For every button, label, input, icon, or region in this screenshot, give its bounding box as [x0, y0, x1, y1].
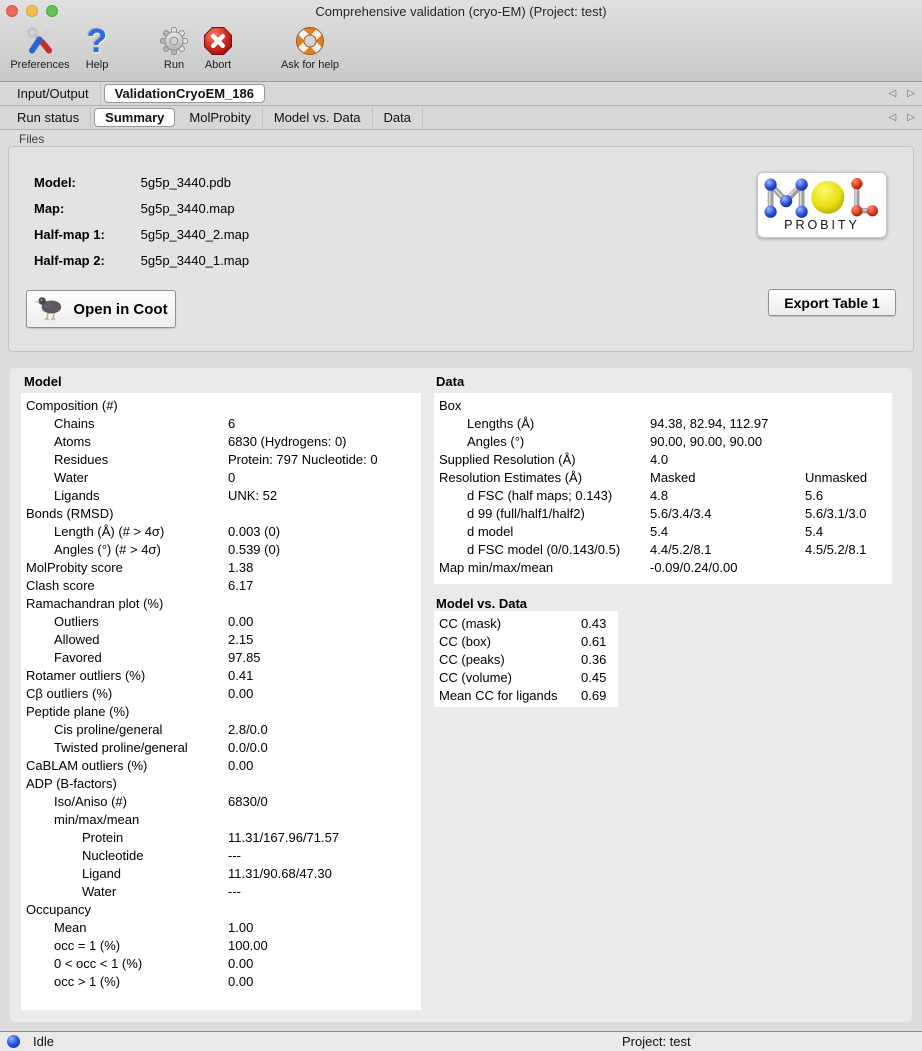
row-label: Nucleotide: [82, 848, 144, 863]
export-table-1-button[interactable]: [768, 289, 896, 316]
table-row: [434, 415, 892, 433]
row-value-masked: 90.00, 90.00, 90.00: [650, 434, 763, 449]
file-row: [34, 196, 249, 222]
molprobity-logo-graphic: [758, 173, 886, 237]
export-table-1-label: Export Table 1: [784, 294, 880, 311]
table-row: [21, 649, 421, 667]
row-label: Atoms: [54, 434, 91, 449]
row-value: UNK: 52: [228, 488, 278, 503]
row-label: Angles (°): [467, 434, 525, 449]
run-button[interactable]: [152, 23, 196, 71]
table-row: [21, 433, 421, 451]
row-label: CaBLAM outliers (%): [26, 758, 148, 773]
table-row: [21, 739, 421, 757]
row-value-masked: Masked: [650, 470, 696, 485]
table-row: [434, 505, 892, 523]
file-row-label: Half-map 1:: [34, 227, 105, 242]
abort-button[interactable]: [196, 23, 240, 71]
row-label: Length (Å) (# > 4σ): [54, 524, 165, 539]
row-value: 0.45: [581, 670, 607, 685]
row-value: 1.38: [228, 560, 254, 575]
table-row: [21, 793, 421, 811]
table-row: [21, 397, 421, 415]
row-label: Favored: [54, 650, 102, 665]
file-row-value: 5g5p_3440_1.map: [140, 253, 250, 268]
row-value-unmasked: Unmasked: [805, 470, 868, 485]
row-value: 0.36: [581, 652, 607, 667]
tab-item[interactable]: Input/Output: [6, 82, 101, 105]
open-in-coot-label: Open in Coot: [73, 300, 168, 318]
help-button[interactable]: [78, 23, 116, 71]
table-row: [21, 415, 421, 433]
row-label: Rotamer outliers (%): [26, 668, 146, 683]
row-value: Protein: 797 Nucleotide: 0: [228, 452, 378, 467]
table-row: [21, 847, 421, 865]
table-row: [434, 633, 618, 651]
tab-scroll-right-icon[interactable]: ▷: [907, 112, 915, 123]
table-row: [21, 469, 421, 487]
table-row: [21, 829, 421, 847]
file-row-value: 5g5p_3440.pdb: [140, 175, 231, 190]
row-label: Twisted proline/general: [54, 740, 188, 755]
row-value: 2.15: [228, 632, 254, 647]
primary-tab-bar: [0, 82, 922, 106]
table-row: [434, 559, 892, 577]
row-label: CC (volume): [439, 670, 512, 685]
table-row: [21, 865, 421, 883]
table-row: [21, 541, 421, 559]
row-label: CC (peaks): [439, 652, 505, 667]
file-row: [34, 222, 249, 248]
row-label: d FSC (half maps; 0.143): [467, 488, 613, 503]
row-value: 6830 (Hydrogens: 0): [228, 434, 347, 449]
row-label: Residues: [54, 452, 109, 467]
row-label: Chains: [54, 416, 95, 431]
row-label: Bonds (RMSD): [26, 506, 114, 521]
row-label: Box: [439, 398, 462, 413]
row-label: Ligand: [82, 866, 122, 881]
row-value: 0.0/0.0: [228, 740, 268, 755]
row-label: Protein: [82, 830, 124, 845]
table-row: [21, 631, 421, 649]
row-label: Water: [82, 884, 117, 899]
table-row: [21, 451, 421, 469]
row-value-masked: 94.38, 82.94, 112.97: [650, 416, 769, 431]
row-label: Supplied Resolution (Å): [439, 452, 576, 467]
row-label: Cis proline/general: [54, 722, 163, 737]
row-label: occ = 1 (%): [54, 938, 121, 953]
row-value-unmasked: 5.6: [805, 488, 824, 503]
table-row: [434, 651, 618, 669]
row-label: d model: [467, 524, 514, 539]
secondary-tab-bar: [0, 106, 922, 130]
model-metrics-list: [21, 393, 421, 1010]
table-row: [434, 523, 892, 541]
row-label: Angles (°) (# > 4σ): [54, 542, 161, 557]
model-vs-data-metrics-list: [434, 611, 618, 707]
model-vs-data-section-title: Model vs. Data: [436, 596, 528, 611]
row-value: 6: [228, 416, 236, 431]
row-label: Mean: [54, 920, 87, 935]
row-label: Iso/Aniso (#): [54, 794, 127, 809]
row-value: 97.85: [228, 650, 261, 665]
row-label: Map min/max/mean: [439, 560, 554, 575]
row-label: CC (box): [439, 634, 492, 649]
file-row-value: 5g5p_3440.map: [140, 201, 235, 216]
row-label: ADP (B-factors): [26, 776, 117, 791]
table-row: [434, 487, 892, 505]
tab-scroll-right-icon[interactable]: ▷: [907, 88, 915, 99]
table-row: [21, 883, 421, 901]
row-value-masked: 5.4: [650, 524, 669, 539]
row-value-masked: 5.6/3.4/3.4: [650, 506, 712, 521]
table-row: [21, 955, 421, 973]
row-label: d 99 (full/half1/half2): [467, 506, 585, 521]
row-value: 0.61: [581, 634, 607, 649]
abort-stop-icon: [196, 23, 240, 58]
table-row: [21, 703, 421, 721]
abort-label: Abort: [204, 59, 232, 71]
row-value-unmasked: 4.5/5.2/8.1: [805, 542, 867, 557]
window-title: Comprehensive validation (cryo-EM) (Project: test): [315, 4, 607, 19]
row-label: Allowed: [54, 632, 100, 647]
row-value: ---: [228, 884, 241, 899]
row-label: min/max/mean: [54, 812, 140, 827]
data-metrics-list: [434, 393, 892, 584]
lifebuoy-icon: [268, 23, 352, 58]
table-row: [21, 595, 421, 613]
tab-item[interactable]: Run status: [6, 106, 91, 129]
row-value: 100.00: [228, 938, 268, 953]
row-value: 6830/0: [228, 794, 268, 809]
row-value-masked: 4.8: [650, 488, 669, 503]
row-value: 11.31/90.68/47.30: [228, 866, 332, 881]
files-group-label: Files: [19, 132, 45, 146]
file-row-label: Map:: [34, 201, 65, 216]
file-row-label: Model:: [34, 175, 76, 190]
row-label: Resolution Estimates (Å): [439, 470, 583, 485]
preferences-button[interactable]: [2, 23, 78, 71]
table-row: [21, 577, 421, 595]
row-value: ---: [228, 848, 241, 863]
row-label: Peptide plane (%): [26, 704, 130, 719]
table-row: [21, 505, 421, 523]
row-label: 0 < occ < 1 (%): [54, 956, 143, 971]
row-value: 0.69: [581, 688, 607, 703]
file-row: [34, 248, 249, 274]
row-label: occ > 1 (%): [54, 974, 121, 989]
row-label: d FSC model (0/0.143/0.5): [467, 542, 621, 557]
table-row: [21, 613, 421, 631]
data-section-title: Data: [436, 374, 465, 389]
ask-for-help-button[interactable]: [268, 23, 352, 71]
table-row: [434, 469, 892, 487]
file-rows: [34, 170, 249, 274]
run-gear-icon: [152, 23, 196, 58]
window-chrome: [0, 0, 922, 82]
table-row: [434, 397, 892, 415]
row-value: 0.00: [228, 758, 254, 773]
tab-item[interactable]: Data: [373, 106, 423, 129]
table-row: [21, 721, 421, 739]
primary-tabs: [0, 82, 922, 105]
model-section-title: Model: [24, 374, 62, 389]
tab-item[interactable]: ValidationCryoEM_186: [104, 84, 265, 103]
row-value-masked: -0.09/0.24/0.00: [650, 560, 738, 575]
tab-item[interactable]: MolProbity: [178, 106, 262, 129]
tab-scroll-left-icon[interactable]: ◁: [888, 88, 897, 99]
row-label: CC (mask): [439, 616, 502, 631]
row-label: Lengths (Å): [467, 416, 535, 431]
table-row: [21, 523, 421, 541]
row-value: 0.43: [581, 616, 607, 631]
row-label: MolProbity score: [26, 560, 123, 575]
tab-scroll-arrows: [889, 82, 915, 105]
project-label: Project: test: [622, 1034, 691, 1049]
secondary-tabs: [0, 106, 922, 129]
table-row: [434, 451, 892, 469]
coot-bird-icon: [34, 294, 66, 325]
row-value: 0: [228, 470, 236, 485]
row-value: 0.003 (0): [228, 524, 281, 539]
row-value: 0.00: [228, 956, 254, 971]
tab-scroll-arrows: [889, 106, 915, 129]
open-in-coot-button[interactable]: [26, 290, 176, 328]
row-value: 6.17: [228, 578, 254, 593]
file-row: [34, 170, 249, 196]
tab-item[interactable]: Model vs. Data: [263, 106, 373, 129]
row-label: Ramachandran plot (%): [26, 596, 164, 611]
table-row: [434, 541, 892, 559]
row-label: Composition (#): [26, 398, 118, 413]
row-label: Clash score: [26, 578, 95, 593]
row-value: 0.41: [228, 668, 254, 683]
table-row: [434, 433, 892, 451]
table-row: [21, 811, 421, 829]
table-row: [434, 669, 618, 687]
row-value: 0.00: [228, 974, 254, 989]
row-value-unmasked: 5.6/3.1/3.0: [805, 506, 867, 521]
row-label: Outliers: [54, 614, 99, 629]
table-row: [21, 487, 421, 505]
status-sphere-icon: [7, 1035, 20, 1048]
row-label: Cβ outliers (%): [26, 686, 113, 701]
row-value-unmasked: 5.4: [805, 524, 824, 539]
table-row: [21, 937, 421, 955]
table-row: [434, 615, 618, 633]
molprobity-logo: [757, 172, 887, 238]
table-row: [21, 667, 421, 685]
molprobity-probity-text: PROBITY: [784, 218, 860, 233]
table-row: [434, 687, 618, 705]
table-row: [21, 685, 421, 703]
preferences-tools-icon: [2, 23, 78, 58]
row-label: Ligands: [54, 488, 100, 503]
row-label: Mean CC for ligands: [439, 688, 558, 703]
run-label: Run: [163, 59, 185, 71]
tab-item[interactable]: Summary: [94, 108, 175, 127]
table-row: [21, 757, 421, 775]
row-value: 11.31/167.96/71.57: [228, 830, 340, 845]
row-value: 1.00: [228, 920, 254, 935]
status-text: Idle: [33, 1034, 54, 1049]
table-row: [21, 559, 421, 577]
row-value: 0.539 (0): [228, 542, 281, 557]
tab-scroll-left-icon[interactable]: ◁: [888, 112, 897, 123]
row-value-masked: 4.4/5.2/8.1: [650, 542, 712, 557]
row-value: 2.8/0.0: [228, 722, 268, 737]
row-value: 0.00: [228, 614, 254, 629]
help-label: Help: [85, 59, 109, 71]
row-label: Water: [54, 470, 89, 485]
table-row: [21, 775, 421, 793]
row-value: 0.00: [228, 686, 254, 701]
row-value-masked: 4.0: [650, 452, 669, 467]
row-label: Occupancy: [26, 902, 92, 917]
file-row-label: Half-map 2:: [34, 253, 105, 268]
table-row: [21, 973, 421, 991]
file-row-value: 5g5p_3440_2.map: [140, 227, 250, 242]
preferences-label: Preferences: [10, 59, 70, 71]
help-question-icon: ?: [86, 22, 108, 59]
ask-for-help-label: Ask for help: [280, 59, 340, 71]
table-row: [21, 919, 421, 937]
table-row: [21, 901, 421, 919]
status-bar: [0, 1031, 922, 1051]
